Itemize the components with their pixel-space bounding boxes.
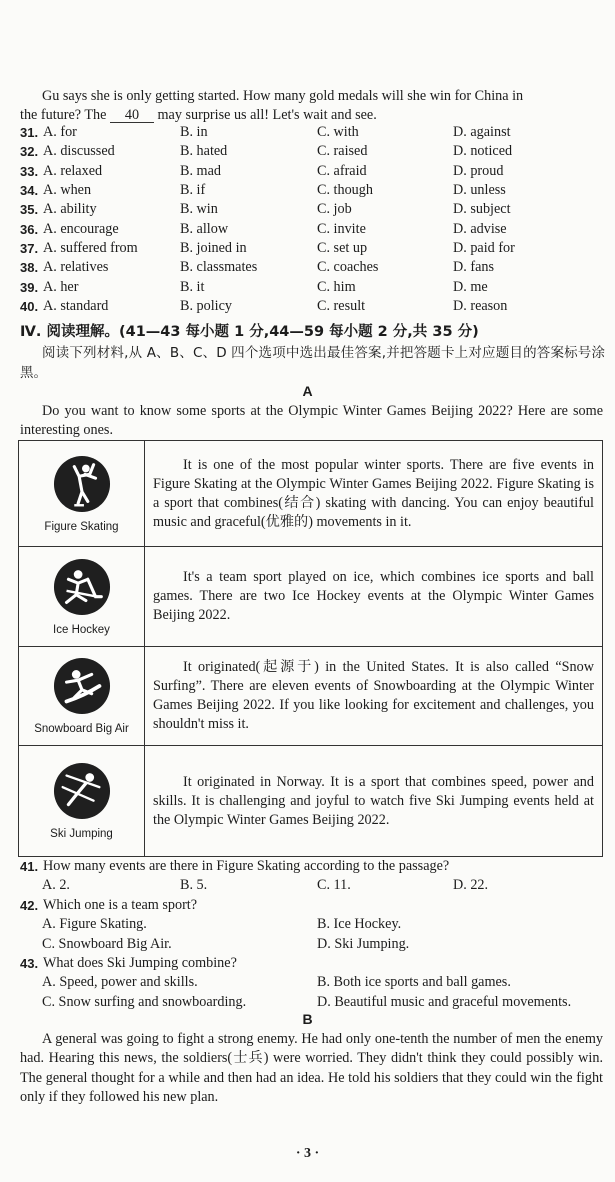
option-a[interactable]: A. suffered from	[43, 240, 138, 257]
question-number: 32.	[20, 144, 39, 160]
question-number: 35.	[20, 202, 39, 218]
option-c[interactable]: C. him	[317, 278, 356, 295]
option-c[interactable]: C. 11.	[317, 877, 351, 894]
part-b-label: B	[302, 1011, 313, 1027]
option-a[interactable]: A. for	[43, 124, 77, 140]
question-number: 31.	[20, 125, 39, 140]
question-stem: Which one is a team sport?	[43, 897, 198, 913]
figure-skating-icon	[53, 455, 111, 513]
option-a[interactable]: A. Figure Skating.	[42, 916, 147, 933]
question-number: 34.	[20, 183, 39, 199]
cloze-ending-paragraph	[20, 87, 603, 126]
option-row	[20, 142, 610, 161]
option-d[interactable]: D. noticed	[453, 143, 513, 160]
option-c[interactable]: C. set up	[317, 240, 368, 257]
sport-name: Ski Jumping	[50, 828, 113, 840]
option-a[interactable]: A. ability	[43, 201, 97, 218]
option-b[interactable]: B. mad	[180, 162, 221, 179]
sport-name: Ice Hockey	[53, 623, 110, 636]
option-d[interactable]: D. against	[453, 124, 511, 140]
ski-jumping-icon	[53, 762, 111, 820]
option-c[interactable]: C. result	[317, 298, 366, 315]
sport-name: Figure Skating	[44, 520, 119, 533]
option-a[interactable]: A. relaxed	[43, 162, 103, 179]
question-number: 37.	[20, 241, 39, 257]
question-stem: What does Ski Jumping combine?	[43, 955, 237, 971]
option-b[interactable]: B. joined in	[180, 240, 247, 257]
section-4-heading: Ⅳ. 阅读理解。(41—43 每小题 1 分,44—59 每小题 2 分,共 35 分)	[20, 324, 479, 340]
option-row	[20, 123, 610, 142]
cloze-options	[20, 123, 610, 316]
sport-name: Snowboard Big Air	[34, 723, 129, 735]
option-d[interactable]: D. 22.	[453, 877, 489, 894]
question-number: 40.	[20, 299, 39, 315]
option-d[interactable]: D. me	[453, 278, 488, 295]
option-d[interactable]: D. advise	[453, 220, 507, 237]
sport-description: It originated in Norway. It is a sport that combines speed, power and skills. It is challenging and joyful to watch five Ski Jumping events held at the Olympic Winter Games Beijing 2022.	[153, 773, 594, 828]
option-d[interactable]: D. Ski Jumping.	[317, 935, 410, 952]
option-a[interactable]: A. standard	[43, 298, 109, 315]
option-b[interactable]: B. allow	[180, 220, 229, 237]
question-41: 41. How many events are there in Figure Skating according to the passage? A. 2. B. 5. C. 11. D. 22.	[20, 857, 610, 896]
sport-row-snowboard-big-air	[19, 646, 602, 745]
option-row	[20, 278, 610, 297]
option-row	[20, 162, 610, 181]
option-row	[20, 181, 610, 200]
sport-row-ice-hockey	[19, 546, 602, 646]
option-a[interactable]: A. discussed	[43, 143, 115, 160]
option-b[interactable]: B. Ice Hockey.	[317, 916, 402, 933]
option-c[interactable]: C. raised	[317, 143, 368, 160]
option-d[interactable]: D. paid for	[453, 240, 515, 257]
sport-row-figure-skating	[19, 441, 602, 546]
option-c[interactable]: C. invite	[317, 220, 366, 237]
option-b[interactable]: B. classmates	[180, 259, 258, 276]
option-row	[20, 258, 610, 277]
part-a-intro: Do you want to know some sports at the Olympic Winter Games Beijing 2022? Here are some interesting ones.	[20, 403, 603, 439]
option-b[interactable]: B. Both ice sports and ball games.	[317, 974, 511, 991]
sport-description: It originated(起源于) in the United States. It is also called “Snow Surfing”. There are eleven events of Snowboarding at the Olympic Winter Games Beijing 2022. If you like looking for excitement and challenges, you shouldn't miss it.	[153, 659, 594, 732]
option-c[interactable]: C. coaches	[317, 259, 379, 276]
section-4-instruction: 阅读下列材料,从 A、B、C、D 四个选项中选出最佳答案,并把答题卡上对应题目的答案标号涂黑。	[20, 345, 605, 381]
option-a[interactable]: A. encourage	[43, 220, 119, 237]
question-number: 36.	[20, 221, 39, 237]
question-number: 38.	[20, 260, 39, 276]
option-d[interactable]: D. reason	[453, 298, 508, 315]
option-c[interactable]: C. Snow surfing and snowboarding.	[42, 993, 247, 1010]
option-c[interactable]: C. Snowboard Big Air.	[42, 935, 172, 952]
snowboard-icon	[53, 657, 111, 715]
option-b[interactable]: B. it	[180, 278, 205, 295]
cloze-line-1: Gu says she is only getting started. How many gold medals will she win for China in	[42, 88, 524, 104]
question-number: 33.	[20, 163, 39, 179]
blank-40: 40	[110, 108, 154, 123]
option-d[interactable]: D. proud	[453, 162, 504, 179]
option-a[interactable]: A. relatives	[43, 259, 109, 276]
option-row	[20, 239, 610, 258]
sport-description: It is one of the most popular winter sports. There are five events in Figure Skating at the Olympic Winter Games Beijing 2022. Figure Skating is a sport that combines(结合) skating with dancing. You can enjoy beautiful music and graceful(优雅的) movements in it.	[153, 456, 594, 530]
option-d[interactable]: D. unless	[453, 182, 506, 199]
option-c[interactable]: C. job	[317, 201, 352, 218]
option-c[interactable]: C. afraid	[317, 162, 367, 179]
option-a[interactable]: A. Speed, power and skills.	[42, 974, 198, 991]
option-d[interactable]: D. fans	[453, 259, 494, 276]
option-row	[20, 200, 610, 219]
option-a[interactable]: A. when	[43, 182, 92, 199]
option-b[interactable]: B. 5.	[180, 877, 208, 894]
option-b[interactable]: B. hated	[180, 143, 228, 160]
ice-hockey-icon	[53, 558, 111, 616]
question-number: 39.	[20, 279, 39, 295]
option-b[interactable]: B. in	[180, 124, 208, 140]
question-stem: How many events are there in Figure Skating according to the passage?	[43, 858, 450, 874]
option-a[interactable]: A. her	[43, 278, 79, 295]
option-b[interactable]: B. if	[180, 182, 206, 199]
option-row	[20, 220, 610, 239]
page-number: · 3 ·	[295, 1146, 320, 1161]
sport-row-ski-jumping	[19, 745, 602, 856]
cloze-line-2: the future? The 40 may surprise us all! Let's wait and see.	[20, 107, 377, 124]
option-row	[20, 297, 610, 316]
option-c[interactable]: C. with	[317, 124, 359, 140]
option-a[interactable]: A. 2.	[42, 877, 70, 894]
sport-description: It's a team sport played on ice, which combines ice sports and ball games. There are two Ice Hockey events at the Olympic Winter Games Beijing 2022.	[153, 569, 594, 623]
option-b[interactable]: B. policy	[180, 298, 233, 315]
part-a-label: A	[302, 383, 313, 399]
sports-table	[18, 440, 603, 857]
option-c[interactable]: C. though	[317, 182, 373, 199]
option-d[interactable]: D. subject	[453, 201, 511, 218]
part-b-passage: A general was going to fight a strong enemy. He had only one-tenth the number of men the enemy had. Hearing this news, the soldiers(士兵) were worried. They didn't think they could possibly win. The general thought for a while and then had an idea. He told his soldiers that they could win the fight only if they followed his new plan.	[20, 1031, 603, 1105]
option-b[interactable]: B. win	[180, 201, 218, 218]
question-43: 43. What does Ski Jumping combine? A. Speed, power and skills. B. Both ice sports and ball games. C. Snow surfing and snowboarding. D. Beautiful music and graceful movements.	[20, 954, 610, 1012]
option-d[interactable]: D. Beautiful music and graceful movements.	[317, 993, 572, 1010]
question-42: 42. Which one is a team sport? A. Figure Skating. B. Ice Hockey. C. Snowboard Big Air. D. Ski Jumping.	[20, 896, 610, 954]
